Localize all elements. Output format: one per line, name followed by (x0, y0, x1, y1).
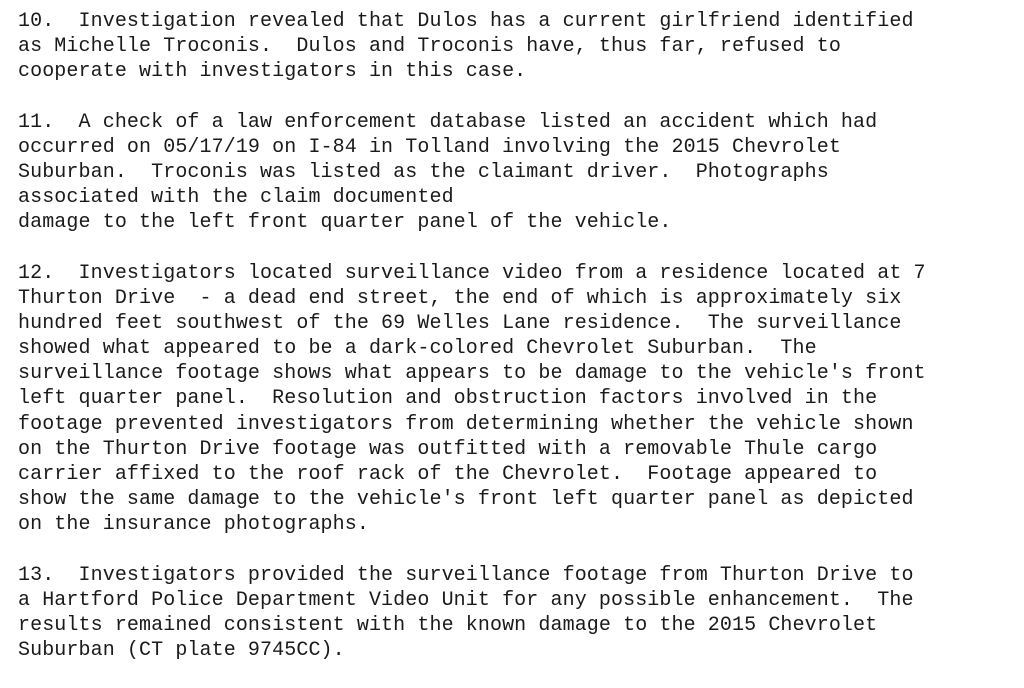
paragraph-11 (18, 110, 1018, 236)
paragraph-12 (18, 261, 1018, 538)
paragraph-line: associated with the claim documented (18, 186, 454, 210)
paragraph-line: results remained consistent with the known damage to the 2015 Chevrolet (18, 613, 878, 637)
paragraph-line: a Hartford Police Department Video Unit for any possible enhancement. The (18, 588, 914, 612)
paragraph-line: occurred on 05/17/19 on I-84 in Tolland involving the 2015 Chevrolet (18, 135, 841, 159)
paragraph-line: Suburban (CT plate 9745CC). (18, 639, 345, 663)
paragraph-line: 11. A check of a law enforcement database listed an accident which had (18, 110, 878, 134)
paragraph-line: carrier affixed to the roof rack of the Chevrolet. Footage appeared to (18, 463, 878, 486)
paragraph-line: cooperate with investigators in this case. (18, 60, 527, 84)
paragraph-line: footage prevented investigators from determining whether the vehicle shown (18, 412, 914, 436)
paragraph-line: hundred feet southwest of the 69 Welles Lane residence. The surveillance (18, 311, 902, 335)
paragraph-line: on the Thurton Drive footage was outfitted with a removable Thule cargo (18, 437, 878, 461)
paragraph-line: show the same damage to the vehicle's front left quarter panel as depicted (18, 488, 914, 512)
paragraph-line: surveillance footage shows what appears to be damage to the vehicle's front (18, 362, 926, 386)
paragraph-line: Thurton Drive - a dead end street, the end of which is approximately six (18, 286, 902, 310)
paragraph-line: 10. Investigation revealed that Dulos has a current girlfriend identified (18, 10, 914, 33)
paragraph-line: Suburban. Troconis was listed as the claimant driver. Photographs (18, 160, 829, 184)
paragraph-line: damage to the left front quarter panel of the vehicle. (18, 211, 672, 235)
paragraph-line: 13. Investigators provided the surveillance footage from Thurton Drive to (18, 563, 914, 587)
paragraph-10 (18, 9, 1018, 85)
document-page (18, 9, 1018, 688)
paragraph-line: as Michelle Troconis. Dulos and Troconis have, thus far, refused to (18, 35, 841, 59)
paragraph-line: on the insurance photographs. (18, 513, 369, 537)
paragraph-line: 12. Investigators located surveillance video from a residence located at 7 (18, 261, 926, 285)
paragraph-13 (18, 563, 1018, 664)
paragraph-line: showed what appeared to be a dark-colored Chevrolet Suburban. The (18, 337, 817, 361)
paragraph-line: left quarter panel. Resolution and obstruction factors involved in the (18, 387, 878, 411)
